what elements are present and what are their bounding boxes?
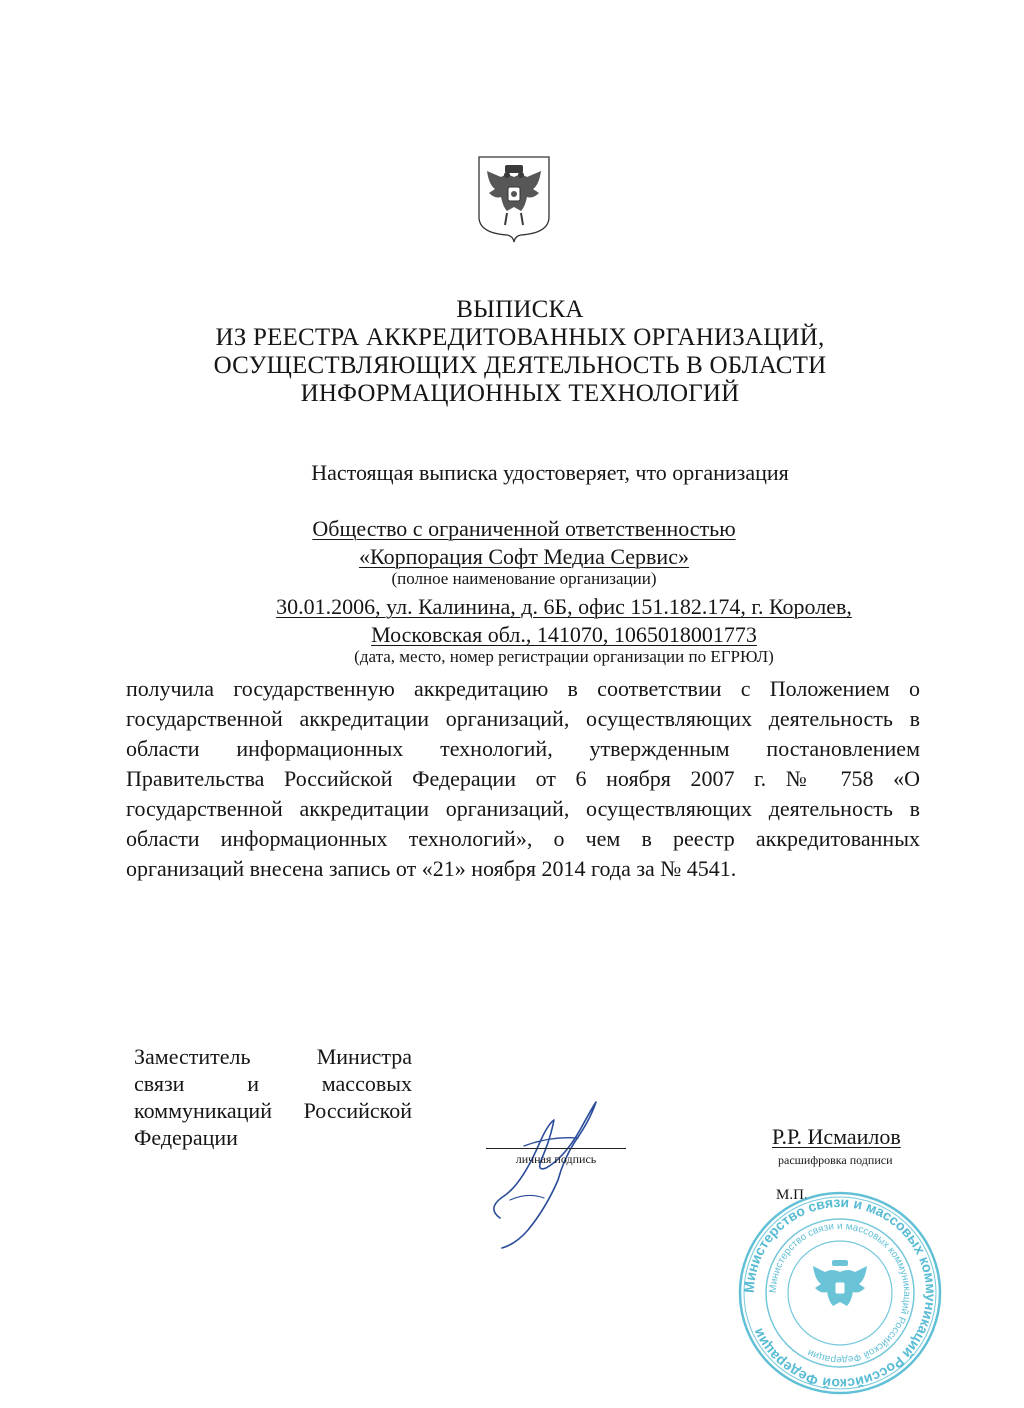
signer-position-line: Федерации <box>134 1125 238 1150</box>
organization-name <box>0 515 1024 571</box>
title-line: ИНФОРМАЦИОННЫХ ТЕХНОЛОГИЙ <box>300 380 740 407</box>
stamp-outer-text: Министерство связи и массовых коммуникаций Российской Федерации <box>740 1193 940 1393</box>
title-line: ОСУЩЕСТВЛЯЮЩИХ ДЕЯТЕЛЬНОСТЬ В ОБЛАСТИ <box>213 352 827 379</box>
signer-position-line: связи и массовых <box>134 1071 412 1096</box>
seal-place-mark: М.П. <box>776 1187 808 1203</box>
registration-line: 30.01.2006, ул. Калинина, д. 6Б, офис 151.182.174, г. Королев, <box>276 594 852 619</box>
signer-name-text: Р.Р. Исмаилов <box>772 1124 901 1149</box>
signer-position-line: Заместитель Министра <box>134 1044 412 1069</box>
org-name-line: «Корпорация Софт Медиа Сервис» <box>359 544 689 569</box>
certification-intro: Настоящая выписка удостоверяет, что организация <box>311 460 789 485</box>
org-name-caption: (полное наименование организации) <box>391 569 657 588</box>
signer-position <box>134 1043 412 1151</box>
signer-name-caption: расшифровка подписи <box>778 1153 893 1167</box>
signature-line <box>486 1148 626 1149</box>
title-line: ИЗ РЕЕСТРА АККРЕДИТОВАННЫХ ОРГАНИЗАЦИЙ, <box>215 324 825 351</box>
document-title <box>0 296 1024 408</box>
signer-position-line: коммуникаций Российской <box>134 1098 412 1123</box>
registration-caption: (дата, место, номер регистрации организации по ЕГРЮЛ) <box>354 647 774 666</box>
stamp-inner-text: Министерство связи и массовых коммуникаций Российской Федерации <box>767 1220 913 1366</box>
official-stamp-seal <box>735 1188 945 1398</box>
org-name-line: Общество с ограниченной ответственностью <box>312 516 736 541</box>
accreditation-statement: получила государственную аккредитацию в соответствии с Положением о государственной аккредитации организаций, осуществляющих деятельность в области информационных технологий, утвержденным постановлением Правительства Российской Федерации от 6 ноября 2007 г. № 758 «О государственной аккредитации организаций, осуществляющих деятельность в области информационных технологий», о чем в реестр аккредитованных организаций внесена запись от «21» ноября 2014 года за № 4541. <box>126 676 920 881</box>
title-line: ВЫПИСКА <box>456 296 584 323</box>
registration-line: Московская обл., 141070, 1065018001773 <box>371 622 757 647</box>
coat-of-arms-emblem <box>477 155 551 243</box>
signer-name <box>772 1124 901 1150</box>
registration-info <box>0 594 1024 648</box>
signature-caption: личная подпись <box>515 1152 597 1166</box>
